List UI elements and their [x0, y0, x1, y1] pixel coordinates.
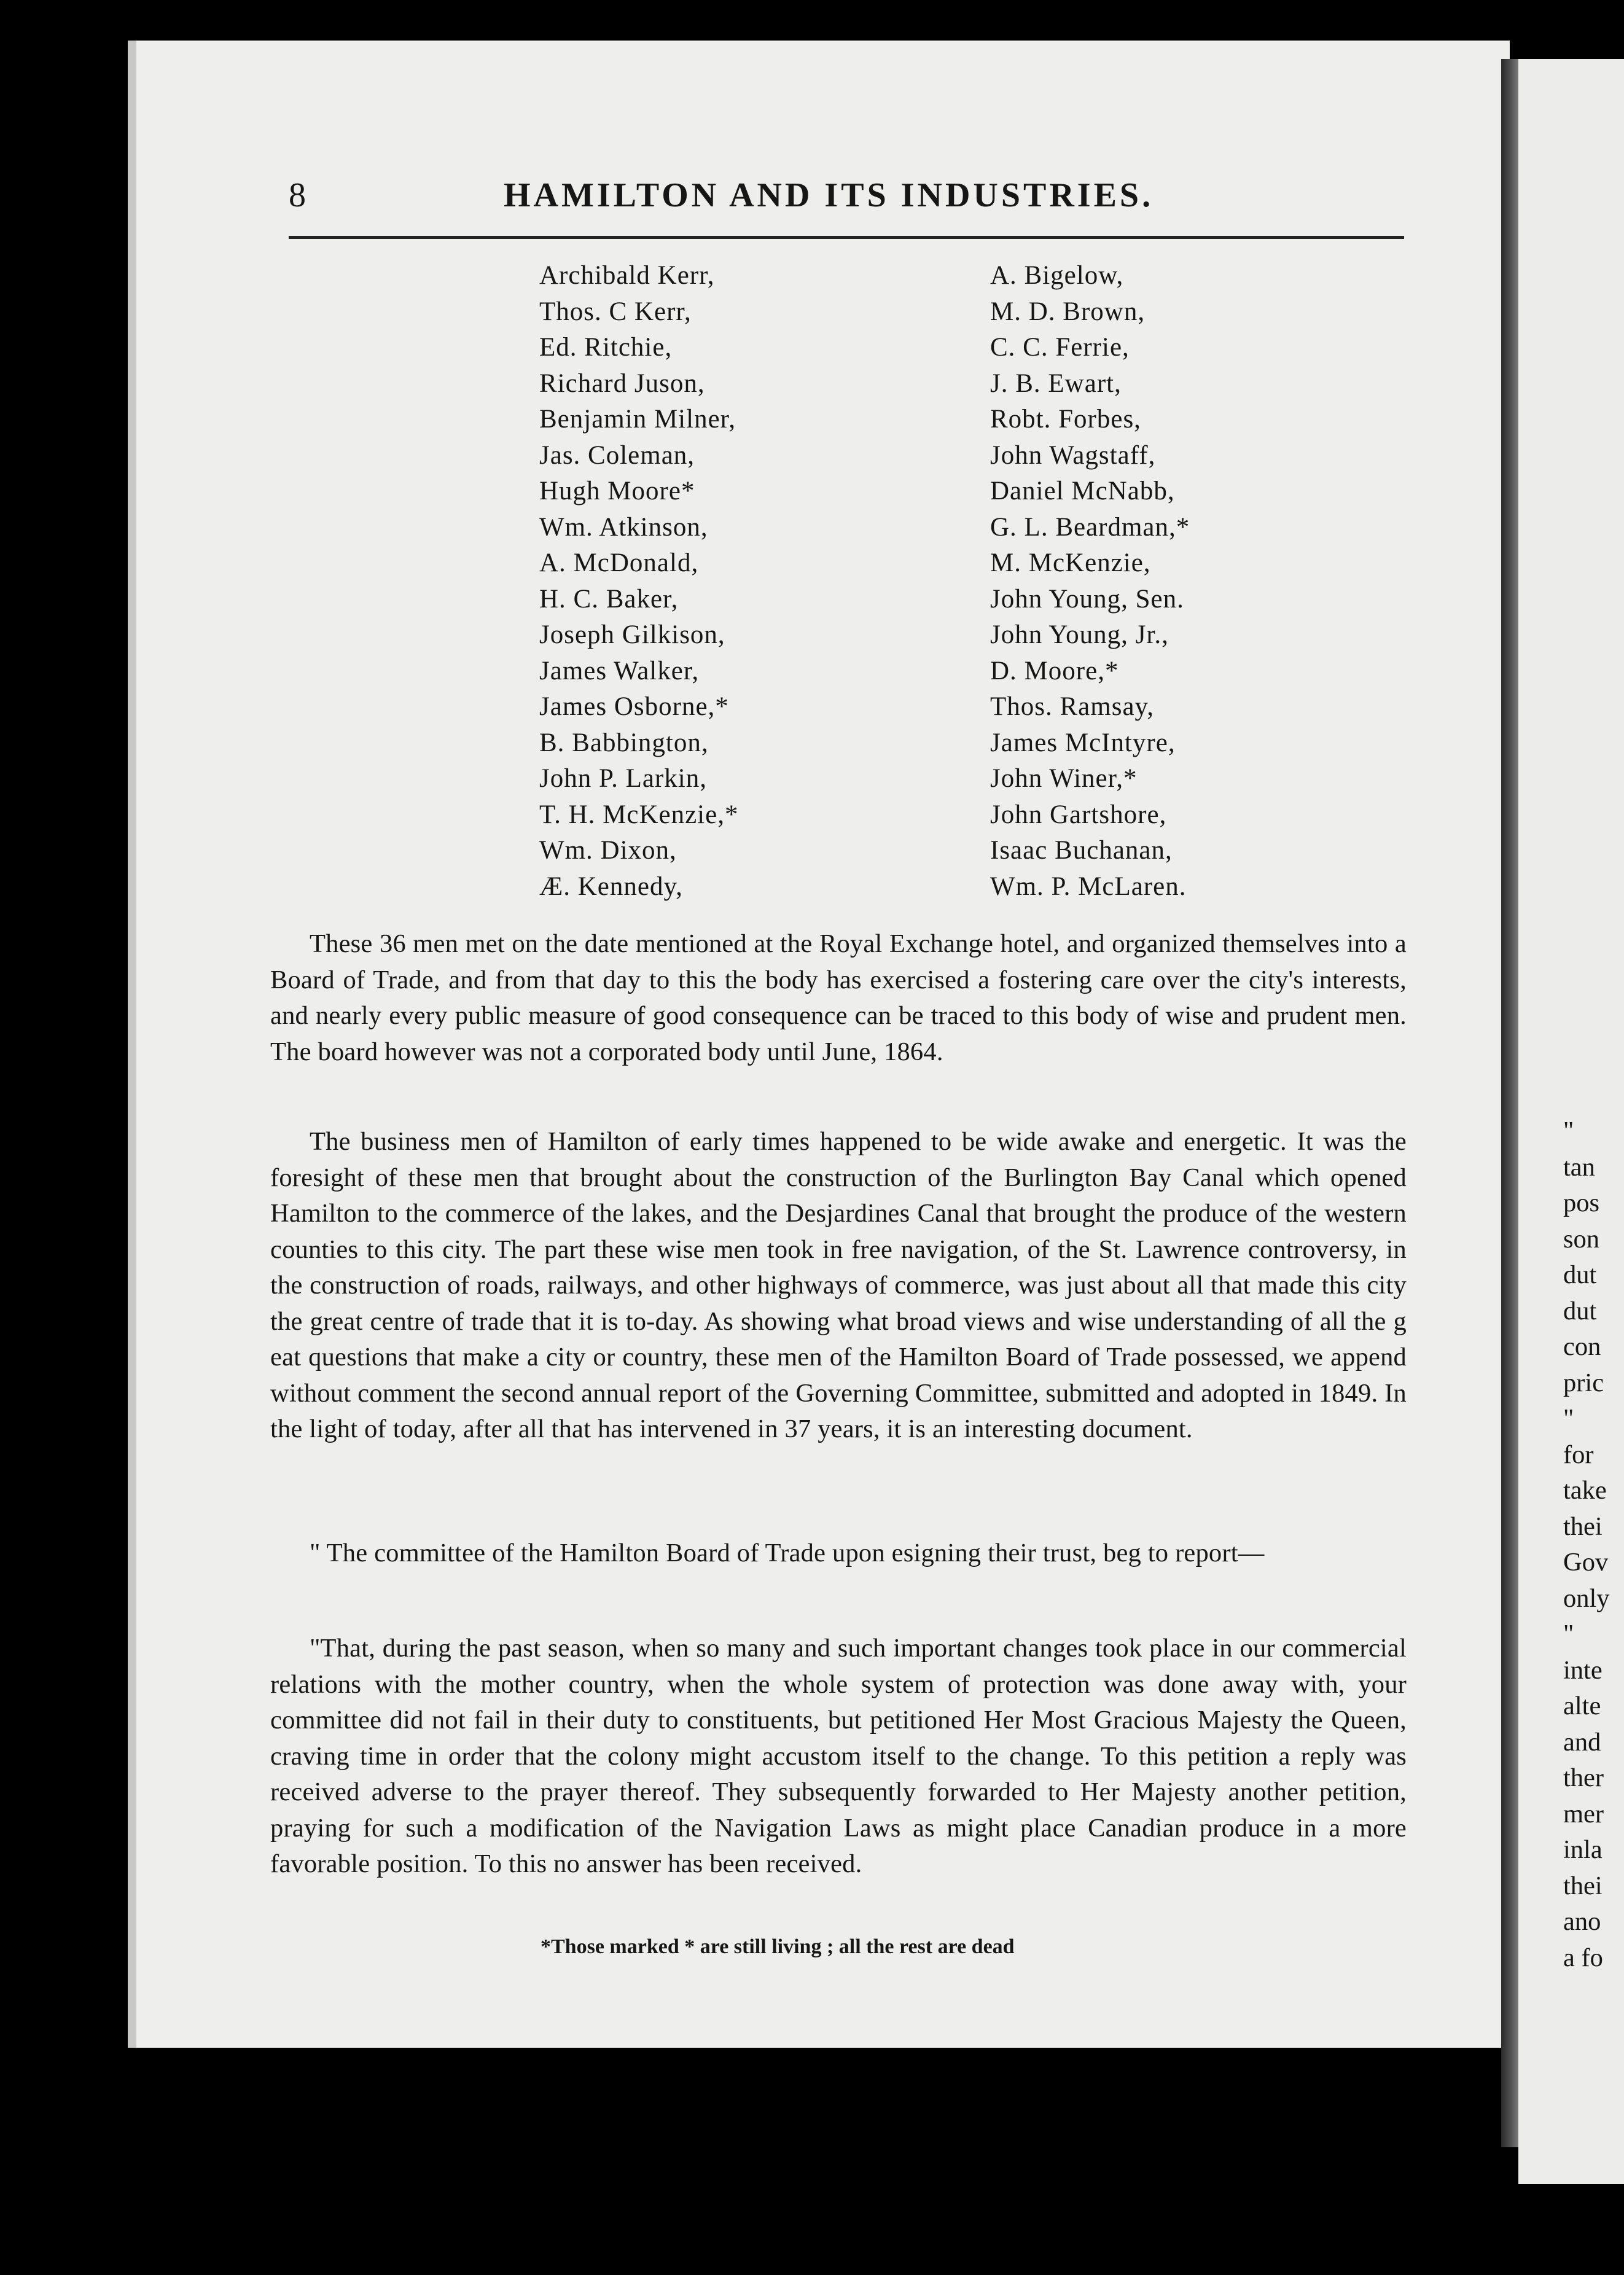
- list-item: A. McDonald,: [539, 548, 699, 577]
- list-item: Wm. Atkinson,: [539, 512, 708, 542]
- list-item: John Wagstaff,: [990, 440, 1156, 470]
- list-item: con: [1563, 1332, 1601, 1361]
- list-item: H. C. Baker,: [539, 584, 679, 614]
- page-number: 8: [289, 176, 307, 214]
- list-item: only: [1563, 1583, 1610, 1613]
- list-item: Benjamin Milner,: [539, 405, 736, 434]
- list-item: Wm. Dixon,: [539, 836, 677, 865]
- list-item: ": [1563, 1117, 1574, 1145]
- list-item: James Walker,: [539, 656, 700, 685]
- list-item: John Young, Sen.: [990, 584, 1184, 614]
- members-list-left: [539, 258, 738, 905]
- list-item: C. C. Ferrie,: [990, 333, 1130, 362]
- list-item: J. B. Ewart,: [990, 369, 1122, 398]
- list-item: take: [1563, 1476, 1607, 1505]
- list-item: Richard Juson,: [539, 369, 705, 398]
- footnote: *Those marked * are still living ; all the rest are dead: [541, 1935, 1015, 1958]
- list-item: ano: [1563, 1907, 1601, 1936]
- list-item: B. Babbington,: [539, 728, 709, 757]
- list-item: Isaac Buchanan,: [990, 836, 1173, 865]
- list-item: A. Bigelow,: [990, 261, 1124, 290]
- list-item: pos: [1563, 1188, 1600, 1217]
- list-item: a fo: [1563, 1943, 1603, 1972]
- list-item: Robt. Forbes,: [990, 405, 1141, 434]
- list-item: M. D. Brown,: [990, 297, 1146, 326]
- list-item: son: [1563, 1224, 1600, 1254]
- header-rule: [289, 236, 1404, 239]
- list-item: thei: [1563, 1871, 1603, 1900]
- list-item: Wm. P. McLaren.: [990, 872, 1187, 901]
- list-item: Archibald Kerr,: [539, 261, 715, 290]
- list-item: D. Moore,*: [990, 656, 1119, 685]
- list-item: James McIntyre,: [990, 728, 1176, 757]
- paragraph-business-men: The business men of Hamilton of early times happened to be wide awake and energetic. It was the foresight of these men that brought about the construction of the Burlington Bay Canal which opened Hamilton to the commerce of the lakes, and the Desjardines Canal that brought the produce of the western counties to this city. The part these wise men took in free navigation, of the St. Lawrence controversy, in the construction of roads, railways, and other highways of commerce, was just about all that made this city the great centre of trade that it is to-day. As showing what broad views and wise understanding of all the g eat questions that make a city or country, these men of the Hamilton Board of Trade possessed, we append without comment the second annual report of the Governing Committee, submitted and adopted in 1849. In the light of today, after all that has intervened in 37 years, it is an interesting document.: [270, 1127, 1407, 1443]
- list-item: Joseph Gilkison,: [539, 620, 725, 649]
- list-item: G. L. Beardman,*: [990, 512, 1190, 542]
- list-item: John P. Larkin,: [539, 764, 707, 793]
- page-header: [289, 177, 1413, 214]
- running-title: HAMILTON AND ITS INDUSTRIES.: [504, 176, 1154, 214]
- list-item: pric: [1563, 1368, 1604, 1397]
- list-item: Æ. Kennedy,: [539, 872, 683, 901]
- list-item: and: [1563, 1727, 1601, 1757]
- members-list-right: [990, 258, 1190, 905]
- list-item: ": [1563, 1404, 1574, 1433]
- list-item: Thos. Ramsay,: [990, 692, 1154, 721]
- list-item: M. McKenzie,: [990, 548, 1151, 577]
- list-item: dut: [1563, 1296, 1597, 1325]
- list-item: inla: [1563, 1835, 1603, 1864]
- list-item: ": [1563, 1620, 1574, 1649]
- paragraph-past-season: "That, during the past season, when so many and such important changes took place in our commercial relations with the mother country, when the whole system of protection was done away with, your committee did not fail in their duty to constituents, but petitioned Her Most Gracious Majesty the Queen, craving time in order that the colony might accustom itself to the change. To this petition a reply was received adverse to the prayer thereof. They subsequently forwarded to Her Majesty another petition, praying for such a modification of the Navigation Laws as might place Canadian produce in a more favorable position. To this no answer has been received.: [270, 1634, 1407, 1878]
- list-item: John Young, Jr.,: [990, 620, 1169, 649]
- list-item: Ed. Ritchie,: [539, 333, 673, 362]
- list-item: for: [1563, 1440, 1594, 1469]
- list-item: alte: [1563, 1692, 1601, 1720]
- list-item: dut: [1563, 1260, 1597, 1289]
- list-item: thei: [1563, 1512, 1603, 1541]
- paragraph-committee-report: " The committee of the Hamilton Board of Trade upon esigning their trust, beg to report—: [310, 1539, 1265, 1567]
- list-item: John Gartshore,: [990, 800, 1167, 829]
- list-item: James Osborne,*: [539, 692, 729, 721]
- list-item: Gov: [1563, 1548, 1609, 1577]
- list-item: Jas. Coleman,: [539, 440, 695, 470]
- list-item: mer: [1563, 1799, 1604, 1828]
- book-spine: [1501, 59, 1518, 2147]
- list-item: T. H. McKenzie,*: [539, 800, 739, 829]
- list-item: John Winer,*: [990, 764, 1138, 793]
- adjacent-page-text: [1563, 1114, 1624, 1976]
- paragraph-board-of-trade: These 36 men met on the date mentioned at the Royal Exchange hotel, and organized themselves into a Board of Trade, and from that day to this the body has exercised a fostering care over the city's interests, and nearly every public measure of good consequence can be traced to this body of wise and prudent men. The board however was not a corporated body until June, 1864.: [270, 929, 1407, 1066]
- list-item: ther: [1563, 1763, 1604, 1792]
- list-item: Thos. C Kerr,: [539, 297, 692, 326]
- list-item: Hugh Moore*: [539, 477, 695, 505]
- list-item: inte: [1563, 1655, 1603, 1685]
- list-item: tan: [1563, 1152, 1595, 1182]
- list-item: Daniel McNabb,: [990, 477, 1175, 505]
